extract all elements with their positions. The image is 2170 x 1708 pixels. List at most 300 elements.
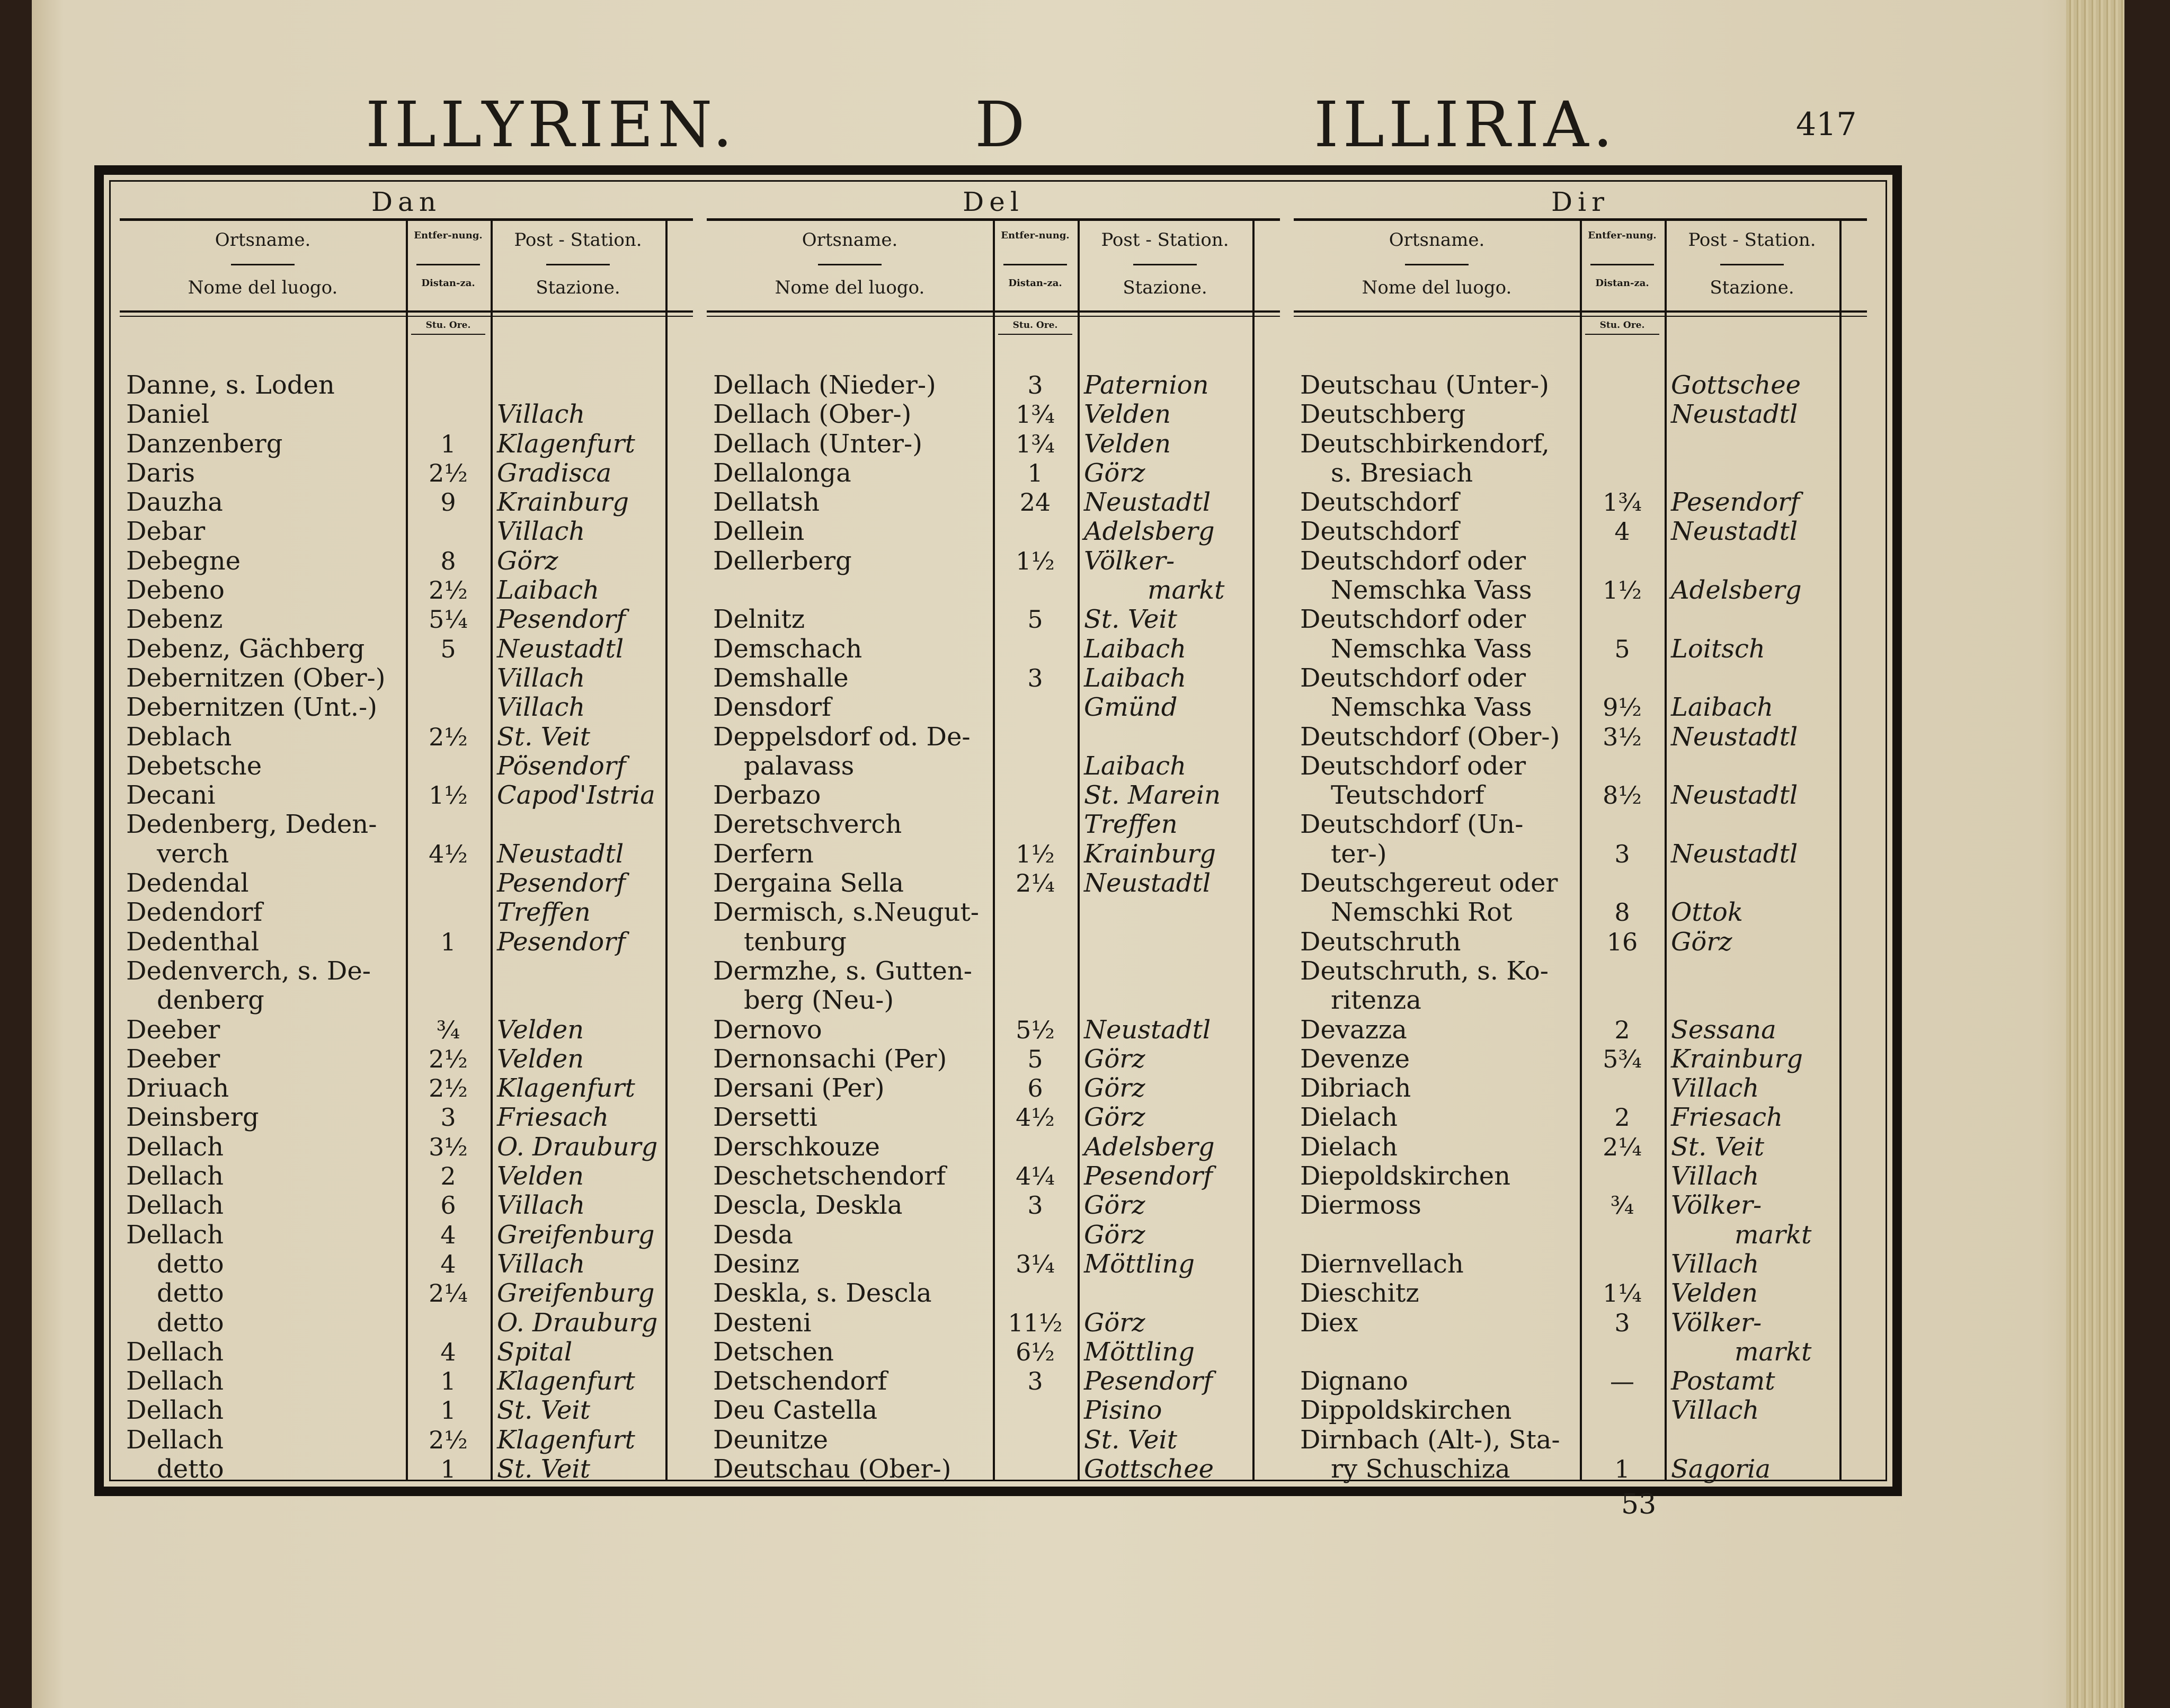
post-station: St. Veit [497,722,590,752]
post-station: Görz [1084,1044,1145,1074]
place-name: Desinz [713,1249,800,1279]
post-station: Möttling [1084,1249,1195,1279]
column-header-bottom: Stazione. [1123,277,1207,298]
post-station: Velden [497,1161,584,1191]
table-row [120,371,693,400]
post-station: Neustadtl [1084,487,1211,518]
post-station: Neustadtl [1671,839,1798,869]
table-row [120,869,693,898]
place-name: Dellach [126,1190,224,1221]
place-name: Dielach [1300,1102,1398,1133]
table-row [1294,635,1867,664]
table-row [120,1103,693,1132]
post-station: Krainburg [497,487,629,518]
distance: 4½ [1016,1103,1055,1132]
section-title: Dir [1294,184,1867,221]
distance: 4 [1614,517,1630,546]
table-row [120,1016,693,1045]
entry-list [707,371,1280,1484]
post-station: Pösendorf [497,751,626,781]
table-row [707,547,1280,576]
post-station: Pesendorf [497,604,626,635]
place-name: Dielach [1300,1132,1398,1162]
distance: 1¾ [1603,488,1642,517]
post-station: St. Marein [1084,780,1221,811]
place-name: Nemschki Rot [1331,897,1513,928]
table-row [707,693,1280,722]
table-row [707,1426,1280,1455]
post-station: Görz [1084,1307,1145,1338]
table-row [120,928,693,957]
place-name: Dellalonga [713,458,851,488]
distance: 2½ [429,1044,468,1073]
post-station: Pesendorf [1671,487,1800,518]
table-row [707,430,1280,459]
section-title: Dan [120,184,693,221]
table-row [707,1455,1280,1484]
distance: 2 [1614,1103,1630,1132]
place-name: Diex [1300,1307,1358,1338]
distance: 1 [440,1367,456,1396]
column-header-top: Entfer-nung. [1001,230,1070,241]
post-station: St. Veit [1084,604,1177,635]
table-row [1294,1162,1867,1191]
post-station: Gradisca [497,458,612,488]
table-row [120,810,693,839]
place-name: Deutschdorf oder [1300,751,1526,781]
table-row [1294,371,1867,400]
place-name: Dermzhe, s. Gutten- [713,956,972,986]
distance: 3¼ [1016,1249,1055,1278]
table-row [1294,957,1867,986]
table-row [707,1367,1280,1396]
column-header [406,220,491,312]
distance: 4 [440,1249,456,1278]
place-name: Debenz, Gächberg [126,634,365,664]
place-name: palavass [744,751,855,781]
place-name: Detschendorf [713,1366,887,1396]
table-row [120,986,693,1015]
table-row [707,928,1280,957]
place-name: Deutschgereut oder [1300,868,1558,899]
place-name: Dellach [126,1132,224,1162]
place-name: Debar [126,517,206,547]
post-station: Velden [497,1044,584,1074]
place-name: Debeno [126,575,225,606]
table-row [120,1221,693,1250]
post-station: Villach [1671,1161,1759,1191]
post-station: Velden [1084,399,1171,430]
post-station: Gottschee [1084,1454,1214,1484]
place-name: Dersetti [713,1102,817,1133]
column-header [993,220,1078,312]
column-header [1580,220,1665,312]
place-name: Devazza [1300,1015,1407,1045]
place-name: Deeber [126,1044,220,1074]
post-station: Laibach [1671,692,1773,723]
place-name: s. Bresiach [1331,458,1473,488]
place-name: Nemschka Vass [1331,634,1532,664]
post-station: Pesendorf [1084,1366,1213,1396]
distance: 6 [1027,1074,1043,1103]
distance: 1½ [429,781,468,810]
table-row [707,1338,1280,1367]
post-station: Villach [497,692,585,723]
distance: ¾ [436,1015,460,1044]
post-station: Villach [497,517,585,547]
place-name: Nemschka Vass [1331,575,1532,606]
distance: 8½ [1603,781,1642,810]
place-name: Deutschbirkendorf, [1300,429,1550,459]
post-station: Spital [497,1337,573,1367]
distance: 5¾ [1603,1044,1642,1073]
distance: 2½ [429,1425,468,1454]
place-name: detto [157,1454,224,1484]
place-name: Dellach (Nieder-) [713,370,936,400]
table-row [1294,1016,1867,1045]
table-row [120,664,693,693]
distance: 2¼ [1603,1132,1642,1161]
column-header-bottom: Distan-za. [1008,278,1062,289]
place-name: Daris [126,458,195,488]
place-name: Delnitz [713,604,805,635]
post-station: Laibach [1084,663,1186,693]
table-row [707,664,1280,693]
post-station: Villach [1671,1249,1759,1279]
column-header-top: Ortsname. [215,229,311,251]
distance: 2½ [429,458,468,487]
post-station: Krainburg [1671,1044,1803,1074]
post-station: Görz [1671,927,1732,957]
table-row [1294,1396,1867,1425]
place-name: Dellach [126,1220,224,1250]
distance: 2¼ [429,1279,468,1308]
place-name: Dellach (Ober-) [713,399,912,430]
post-station: St. Veit [1671,1132,1764,1162]
table-row [120,1338,693,1367]
entry-list [120,371,693,1484]
header-divider [416,264,480,265]
place-name: denberg [157,985,264,1016]
post-station: Klagenfurt [497,429,635,459]
table-row [1294,488,1867,517]
table-row [120,1045,693,1074]
distance: 3 [1027,371,1043,399]
place-name: tenburg [744,927,847,957]
table-row [120,1455,693,1484]
post-station: Loitsch [1671,634,1765,664]
distance: 1¾ [1016,429,1055,458]
place-name: verch [157,839,229,869]
distance: 5½ [1016,1015,1055,1044]
table-row [707,957,1280,986]
place-name: Densdorf [713,692,831,723]
place-name: Debernitzen (Unt.-) [126,692,377,723]
post-station: Gmünd [1084,692,1178,723]
header-letter: D [975,88,1029,161]
distance: 3½ [429,1132,468,1161]
distance: 9½ [1603,693,1642,722]
distance: 6½ [1016,1337,1055,1366]
table-row [707,517,1280,546]
place-name: Deutschruth [1300,927,1461,957]
place-name: Diermoss [1300,1190,1421,1221]
table-row [120,635,693,664]
header-divider [1003,264,1067,265]
table-row [120,781,693,810]
post-station: Laibach [497,575,599,606]
post-station: St. Veit [1084,1425,1177,1455]
table-row [707,1045,1280,1074]
post-station: markt [1735,1337,1812,1367]
place-name: Deutschdorf (Un- [1300,809,1524,840]
distance: 2½ [429,1074,468,1103]
place-name: detto [157,1249,224,1279]
post-station: markt [1148,575,1225,606]
place-name: Danne, s. Loden [126,370,335,400]
post-station: Neustadtl [1671,722,1798,752]
distance: 1 [1614,1454,1630,1483]
table-row [120,547,693,576]
post-station: Neustadtl [1084,868,1211,899]
distance: 4¼ [1016,1162,1055,1191]
place-name: Detschen [713,1337,834,1367]
post-station: Möttling [1084,1337,1195,1367]
distance: 5 [1027,605,1043,634]
distance: 9 [440,488,456,517]
table-row [1294,547,1867,576]
table-row [707,1016,1280,1045]
place-name: Devenze [1300,1044,1410,1074]
column-header-bottom: Stazione. [536,277,620,298]
post-station: Villach [1671,1073,1759,1104]
table-row [1294,1338,1867,1367]
header-divider [1590,264,1654,265]
post-station: Neustadtl [1084,1015,1211,1045]
table-frame [94,165,1902,1496]
header-left-title: ILLYRIEN. [366,88,737,161]
column-header-bottom: Stazione. [1710,277,1794,298]
table-row [1294,1367,1867,1396]
post-station: Neustadtl [497,634,624,664]
distance: 1 [440,927,456,956]
place-name: Dedenthal [126,927,260,957]
distance: 3 [1027,1367,1043,1396]
table-row [707,1279,1280,1308]
column-header-top: Post - Station. [514,229,642,251]
table-row [707,810,1280,839]
table-row [1294,605,1867,634]
table-row [707,488,1280,517]
place-name: Dernonsachi (Per) [713,1044,947,1074]
place-name: Dersani (Per) [713,1073,885,1104]
table-row [120,488,693,517]
table-row [120,1074,693,1103]
post-station: Villach [497,399,585,430]
table-row [1294,1426,1867,1455]
distance: 4½ [429,839,468,868]
table-row [1294,693,1867,722]
post-station: Görz [497,546,558,576]
column-header-top: Ortsname. [802,229,898,251]
unit-rule [998,334,1072,335]
place-name: Dignano [1300,1366,1408,1396]
column-header [1665,220,1839,312]
table-row [707,400,1280,429]
distance: — [1610,1367,1634,1396]
place-name: Dellein [713,517,805,547]
distance: 1 [440,1396,456,1425]
distance: 1½ [1603,576,1642,605]
place-name: Deutschberg [1300,399,1466,430]
place-name: Diernvellach [1300,1249,1464,1279]
table-row [1294,1133,1867,1162]
place-name: Deutschdorf (Ober-) [1300,722,1560,752]
place-name: Deblach [126,722,232,752]
page-header [32,87,2124,162]
post-station: Ottok [1671,897,1743,928]
table-row [1294,1279,1867,1308]
place-name: Dellach [126,1366,224,1396]
table-row [1294,840,1867,869]
distance: 1 [1027,458,1043,487]
post-station: Adelsberg [1671,575,1802,606]
distance: 1 [440,429,456,458]
place-name: Debegne [126,546,241,576]
table-row [707,635,1280,664]
post-station: Klagenfurt [497,1073,635,1104]
post-station: Friesach [1671,1102,1783,1133]
place-name: Dellach [126,1161,224,1191]
header-divider [1133,264,1197,265]
table-row [1294,898,1867,927]
place-name: Dedenverch, s. De- [126,956,371,986]
place-name: Deutschruth, s. Ko- [1300,956,1549,986]
post-station: Völker- [1671,1307,1762,1338]
place-name: ter-) [1331,839,1387,869]
post-station: Adelsberg [1084,1132,1215,1162]
place-name: detto [157,1278,224,1309]
post-station: Pesendorf [497,927,626,957]
place-name: Dernovo [713,1015,822,1045]
table-row [707,723,1280,752]
table-row [707,781,1280,810]
distance: 5 [1027,1044,1043,1073]
table-row [707,840,1280,869]
table-row [120,576,693,605]
page-number: 417 [1796,106,1857,143]
post-station: Klagenfurt [497,1366,635,1396]
page-edge [2066,0,2124,1708]
column-header [491,220,665,312]
distance: 8 [1614,898,1630,927]
place-name: Dedendal [126,868,249,899]
distance: 11½ [1008,1308,1063,1337]
post-station: Görz [1084,1073,1145,1104]
book-page [32,0,2124,1708]
place-name: Daniel [126,399,210,430]
table-row [1294,459,1867,488]
table-row [120,898,693,927]
post-station: Villach [497,1190,585,1221]
distance: 3 [1614,839,1630,868]
place-name: Deretschverch [713,809,902,840]
table-row [120,1426,693,1455]
table-row [707,1162,1280,1191]
post-station: Velden [1671,1278,1758,1309]
distance: 8 [440,546,456,575]
unit-label: Stu. Ore. [1599,320,1645,331]
table-row [120,605,693,634]
distance: 3 [1614,1308,1630,1337]
distance: 3½ [1603,722,1642,751]
place-name: Dieschitz [1300,1278,1419,1309]
column-header-top: Entfer-nung. [414,230,483,241]
table-row [707,371,1280,400]
table-row [120,400,693,429]
table-row [707,1191,1280,1220]
place-name: ry Schuschiza [1331,1454,1510,1484]
table-row [1294,986,1867,1015]
post-station: Friesach [497,1102,609,1133]
place-name: Deutschdorf [1300,487,1459,518]
table-row [120,723,693,752]
post-station: Völker- [1084,546,1175,576]
table-row [120,430,693,459]
table-row [1294,869,1867,898]
place-name: Danzenberg [126,429,283,459]
section-2 [1294,184,1867,1484]
post-station: Görz [1084,1190,1145,1221]
unit-label: Stu. Ore. [425,320,471,331]
distance: 4 [440,1220,456,1249]
distance: ¾ [1610,1191,1634,1220]
table-row [120,1133,693,1162]
place-name: Derfern [713,839,814,869]
table-row [707,1074,1280,1103]
post-station: Paternion [1084,370,1209,400]
post-station: Adelsberg [1084,517,1215,547]
distance: 5 [1614,634,1630,663]
header-rule [1294,316,1867,317]
place-name: Deutschau (Ober-) [713,1454,951,1484]
post-station: St. Veit [497,1395,590,1426]
table-row [120,517,693,546]
column-header [707,220,993,312]
header-divider [546,264,610,265]
table-row [120,459,693,488]
post-station: Sagoria [1671,1454,1771,1484]
table-row [1294,723,1867,752]
post-station: O. Drauburg [497,1132,658,1162]
column-header-bottom: Distan-za. [1595,278,1649,289]
distance: 3 [440,1103,456,1132]
place-name: Descla, Deskla [713,1190,903,1221]
table-row [707,1221,1280,1250]
table-row [120,1191,693,1220]
column-header [1078,220,1252,312]
post-station: Neustadtl [1671,780,1798,811]
post-station: Capod'Istria [497,780,655,811]
place-name: ritenza [1331,985,1421,1016]
post-station: Neustadtl [1671,517,1798,547]
table-row [707,986,1280,1015]
place-name: Desda [713,1220,793,1250]
place-name: Dedenberg, Deden- [126,809,377,840]
distance: 1¾ [1016,400,1055,429]
post-station: Velden [497,1015,584,1045]
post-station: Krainburg [1084,839,1216,869]
